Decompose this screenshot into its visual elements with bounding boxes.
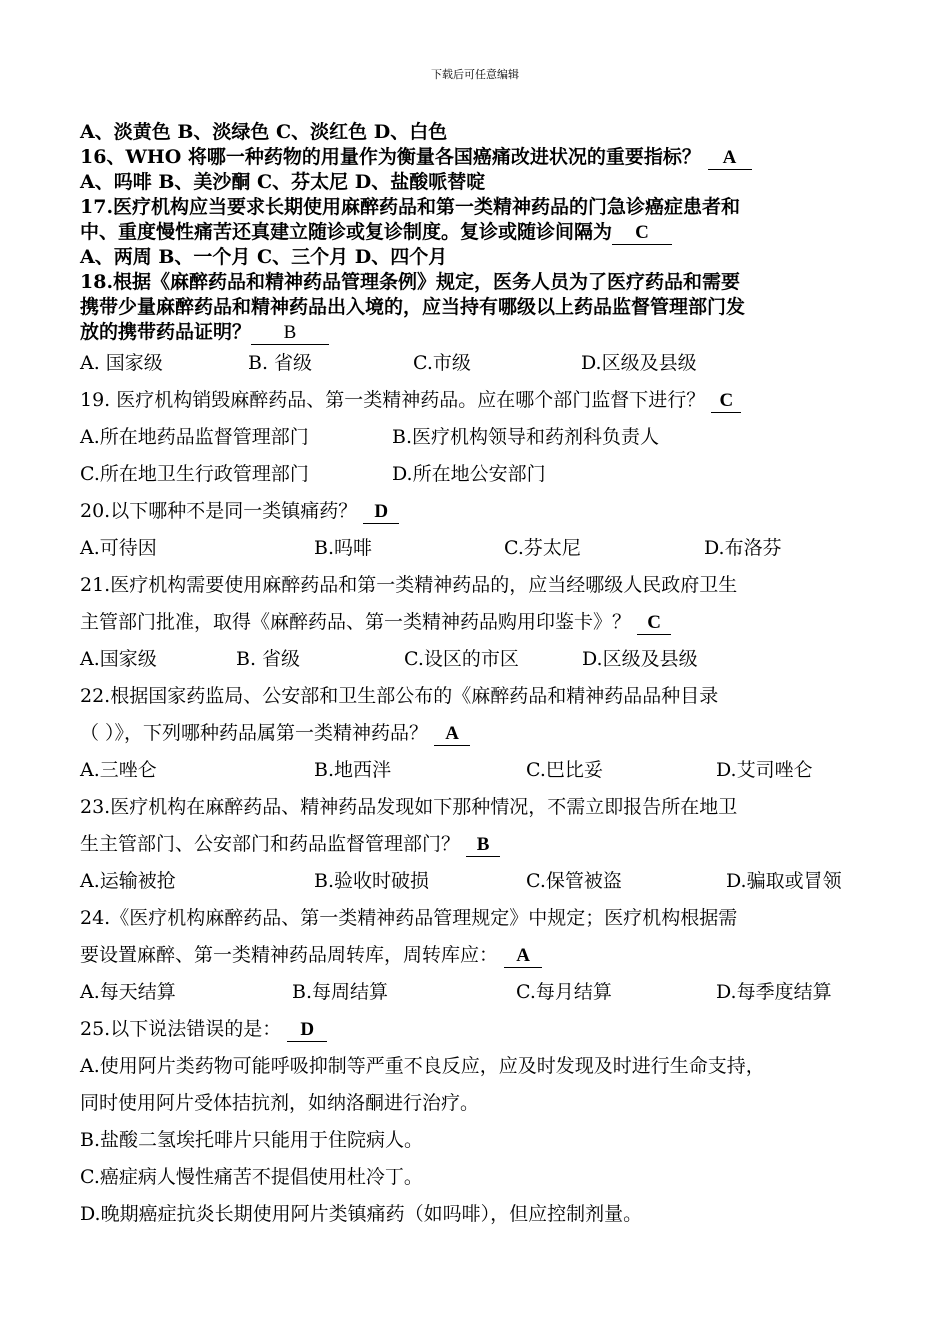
option-d: D.区级及县级 xyxy=(582,648,698,670)
q24-line1: 24.《医疗机构麻醉药品、第一类精神药品管理规定》中规定；医疗机构根据需 xyxy=(80,907,738,929)
option-b: B. 省级 xyxy=(248,352,313,374)
q25-line-a1: A.使用阿片类药物可能呼吸抑制等严重不良反应，应及时发现及时进行生命支持， xyxy=(80,1055,765,1077)
q18-line2: 携带少量麻醉药品和精神药品出入境的，应当持有哪级以上药品监督管理部门发 xyxy=(80,296,746,318)
q20-answer: D xyxy=(363,501,399,524)
q17-options: A、两周 B、一个月 C、三个月 D、四个月 xyxy=(80,246,448,268)
q23-line2: 生主管部门、公安部门和药品监督管理部门？ B xyxy=(80,826,880,863)
q23-options xyxy=(80,863,880,900)
q22-answer: A xyxy=(434,723,470,746)
q20-options xyxy=(80,530,880,567)
option-b: B.验收时破损 xyxy=(314,870,430,892)
q21-line2: 主管部门批准，取得《麻醉药品、第一类精神药品购用印鉴卡》？ C xyxy=(80,604,880,641)
q21-answer: C xyxy=(637,612,671,635)
option-a: A. 国家级 xyxy=(80,352,163,374)
option-c: C.每月结算 xyxy=(516,981,612,1003)
q15-options: A、淡黄色 B、淡绿色 C、淡红色 D、白色 xyxy=(80,121,448,143)
option-a: A.三唑仑 xyxy=(80,759,157,781)
option-b: B. 省级 xyxy=(236,648,301,670)
q17-line1: 17.医疗机构应当要求长期使用麻醉药品和第一类精神药品的门急诊癌症患者和 xyxy=(80,196,741,218)
q24-line2: 要设置麻醉、第一类精神药品周转库，周转库应： A xyxy=(80,937,880,974)
q24-answer: A xyxy=(504,945,542,968)
q22-options xyxy=(80,752,880,789)
q25-question: 25.以下说法错误的是： D xyxy=(80,1011,880,1048)
option-a: A.每天结算 xyxy=(80,981,176,1003)
q18-options xyxy=(80,345,880,382)
option-d: D.每季度结算 xyxy=(716,981,832,1003)
q25-line-d: D.晚期癌症抗炎长期使用阿片类镇痛药（如吗啡），但应控制剂量。 xyxy=(80,1203,643,1225)
option-c: C.巴比妥 xyxy=(526,759,603,781)
q25-line-b: B.盐酸二氢埃托啡片只能用于住院病人。 xyxy=(80,1129,424,1151)
q20-question: 20.以下哪种不是同一类镇痛药？ D xyxy=(80,493,880,530)
q22-line1: 22.根据国家药监局、公安部和卫生部公布的《麻醉药品和精神药品品种目录 xyxy=(80,685,719,707)
option-c: C.市级 xyxy=(413,352,471,374)
q16-question xyxy=(80,145,880,170)
q17-answer: C xyxy=(612,222,672,245)
q19-question: 19. 医疗机构销毁麻醉药品、第一类精神药品。应在哪个部门监督下进行？ C xyxy=(80,382,880,419)
q19-options-2 xyxy=(80,456,880,493)
q25-line-a2: 同时使用阿片受体拮抗剂，如纳洛酮进行治疗。 xyxy=(80,1092,480,1114)
option-b: B.地西泮 xyxy=(314,759,392,781)
option-b: B.每周结算 xyxy=(292,981,389,1003)
q16-options: A、吗啡 B、美沙酮 C、芬太尼 D、盐酸哌替啶 xyxy=(80,171,486,193)
q23-line1: 23.医疗机构在麻醉药品、精神药品发现如下那种情况，不需立即报告所在地卫 xyxy=(80,796,738,818)
q25-line-c: C.癌症病人慢性痛苦不提倡使用杜冷丁。 xyxy=(80,1166,423,1188)
option-d: D.布洛芬 xyxy=(704,537,782,559)
page-header: 下载后可任意编辑 xyxy=(431,68,519,81)
q21-line1: 21.医疗机构需要使用麻醉药品和第一类精神药品的，应当经哪级人民政府卫生 xyxy=(80,574,738,596)
q25-answer: D xyxy=(287,1019,327,1042)
q24-options xyxy=(80,974,880,1011)
option-a: A.可待因 xyxy=(80,537,157,559)
option-d: D.骗取或冒领 xyxy=(726,870,842,892)
option-a: A.运输被抢 xyxy=(80,870,176,892)
q19-options-1 xyxy=(80,419,880,456)
q19-answer: C xyxy=(711,390,741,413)
option-c: C.保管被盗 xyxy=(526,870,622,892)
q18-line1: 18.根据《麻醉药品和精神药品管理条例》规定，医务人员为了医疗药品和需要 xyxy=(80,271,741,293)
q21-options xyxy=(80,641,880,678)
option-d: D.区级及县级 xyxy=(581,352,697,374)
q23-answer: B xyxy=(466,834,500,857)
option-c: C.芬太尼 xyxy=(504,537,581,559)
option-c: C.设区的市区 xyxy=(404,648,519,670)
document-body xyxy=(80,120,880,1233)
q17-line2: 中、重度慢性痛苦还真建立随诊或复诊制度。复诊或随诊间隔为 C xyxy=(80,220,880,245)
q18-answer: B xyxy=(251,322,329,345)
q16-answer: A xyxy=(708,147,752,170)
option-c: C.所在地卫生行政管理部门 xyxy=(80,463,309,485)
option-b: B.医疗机构领导和药剂科负责人 xyxy=(392,426,660,448)
option-a: A.国家级 xyxy=(80,648,157,670)
option-b: B.吗啡 xyxy=(314,537,373,559)
option-d: D.所在地公安部门 xyxy=(392,463,546,485)
q18-line3: 放的携带药品证明？ B xyxy=(80,320,880,345)
option-a: A.所在地药品监督管理部门 xyxy=(80,426,309,448)
option-d: D.艾司唑仑 xyxy=(716,759,813,781)
q16-text: 16、WHO 将哪一种药物的用量作为衡量各国癌痛改进状况的重要指标？ xyxy=(80,146,701,168)
q22-line2: （ ）》，下列哪种药品属第一类精神药品？ A xyxy=(80,715,880,752)
